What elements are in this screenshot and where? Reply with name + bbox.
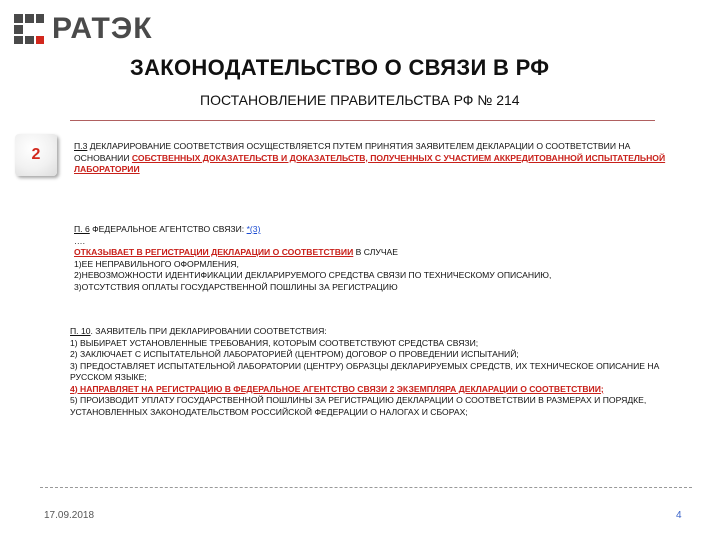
p6-item: 3)ОТСУТСТВИЯ ОПЛАТЫ ГОСУДАРСТВЕННОЙ ПОШЛИНЫ ЗА РЕГИСТРАЦИЮ xyxy=(74,281,398,292)
p6-ref: П. 6 xyxy=(74,224,90,234)
p3-highlight: СОБСТВЕННЫХ ДОКАЗАТЕЛЬСТВ И ДОКАЗАТЕЛЬСТВ, ПОЛУЧЕННЫХ С УЧАСТИЕМ АККРЕДИТОВАННОЙ ИСПЫТАТЕЛЬНОЙ ЛАБОРАТОРИИ xyxy=(74,152,666,174)
logo-grid-icon xyxy=(14,14,44,44)
p6-item: 2)НЕВОЗМОЖНОСТИ ИДЕНТИФИКАЦИИ ДЕКЛАРИРУЕМОГО СРЕДСТВА СВЯЗИ ПО ТЕХНИЧЕСКОМУ ОПИСАНИЮ, xyxy=(74,270,552,280)
p10-item: 2) ЗАКЛЮЧАЕТ С ИСПЫТАТЕЛЬНОЙ ЛАБОРАТОРИЕЙ (ЦЕНТРОМ) ДОГОВОР О ПРОВЕДЕНИИ ИСПЫТАНИЙ; xyxy=(70,349,519,359)
title-divider xyxy=(70,120,655,121)
section-number-badge: 2 xyxy=(15,134,57,176)
brand-name: РАТЭК xyxy=(52,12,153,45)
p10-intro: . ЗАЯВИТЕЛЬ ПРИ ДЕКЛАРИРОВАНИИ СООТВЕТСТВИЯ: xyxy=(90,326,327,336)
p6-ellipsis: …. xyxy=(74,235,85,246)
p6-intro: ФЕДЕРАЛЬНОЕ АГЕНТСТВО СВЯЗИ: xyxy=(89,224,247,234)
p6-footnote-link[interactable]: *(3) xyxy=(246,224,261,234)
page-subtitle: ПОСТАНОВЛЕНИЕ ПРАВИТЕЛЬСТВА РФ № 214 xyxy=(200,92,520,108)
p10-item: 3) ПРЕДОСТАВЛЯЕТ ИСПЫТАТЕЛЬНОЙ ЛАБОРАТОРИИ (ЦЕНТРУ) ОБРАЗЦЫ ДЕКЛАРИРУЕМЫХ СРЕДСТВ, ИХ ТЕХНИЧЕСКОЕ ОПИСАНИЕ НА РУССКОМ ЯЗЫКЕ; xyxy=(70,360,660,382)
footer-divider xyxy=(40,487,692,488)
p6-item: 1)ЕЕ НЕПРАВИЛЬНОГО ОФОРМЛЕНИЯ, xyxy=(74,258,239,269)
paragraph-p10 xyxy=(70,326,695,418)
p3-text: ДЕКЛАРИРОВАНИЕ СООТВЕТСТВИЯ ОСУЩЕСТВЛЯЕТСЯ ПУТЕМ ПРИНЯТИЯ ЗАЯВИТЕЛЕМ ДЕКЛАРАЦИИ О СООТВЕТСТВИИ НА ОСНОВАНИИ xyxy=(74,141,631,163)
p10-ref: П. 10 xyxy=(70,326,91,336)
p10-item-highlight: 4) НАПРАВЛЯЕТ НА РЕГИСТРАЦИЮ В ФЕДЕРАЛЬНОЕ АГЕНТСТВО СВЯЗИ 2 ЭКЗЕМПЛЯРА ДЕКЛАРАЦИИ О СООТВЕТСТВИИ; xyxy=(70,383,604,394)
page-number: 4 xyxy=(676,510,682,521)
ratek-logo xyxy=(14,12,153,46)
p6-tail: В СЛУЧАЕ xyxy=(353,247,399,257)
paragraph-p6 xyxy=(74,224,694,293)
p10-item: 5) ПРОИЗВОДИТ УПЛАТУ ГОСУДАРСТВЕННОЙ ПОШЛИНЫ ЗА РЕГИСТРАЦИЮ ДЕКЛАРАЦИИ О СООТВЕТСТВИИ В РАЗМЕРАХ И ПОРЯДКЕ, УСТАНОВЛЕННЫХ ЗАКОНОДАТЕЛЬСТВОМ РОССИЙСКОЙ ФЕДЕРАЦИИ О НАЛОГАХ И СБОРАХ; xyxy=(70,395,647,417)
p6-highlight: ОТКАЗЫВАЕТ В РЕГИСТРАЦИИ ДЕКЛАРАЦИИ О СООТВЕТСТВИИ xyxy=(74,247,354,257)
p10-item: 1) ВЫБИРАЕТ УСТАНОВЛЕННЫЕ ТРЕБОВАНИЯ, КОТОРЫМ СООТВЕТСТВУЮТ СРЕДСТВА СВЯЗИ; xyxy=(70,337,479,348)
paragraph-p3 xyxy=(74,141,679,176)
footer-date: 17.09.2018 xyxy=(44,510,95,521)
page-title: ЗАКОНОДАТЕЛЬСТВО О СВЯЗИ В РФ xyxy=(130,55,550,80)
p3-ref: П.3 xyxy=(74,141,88,151)
